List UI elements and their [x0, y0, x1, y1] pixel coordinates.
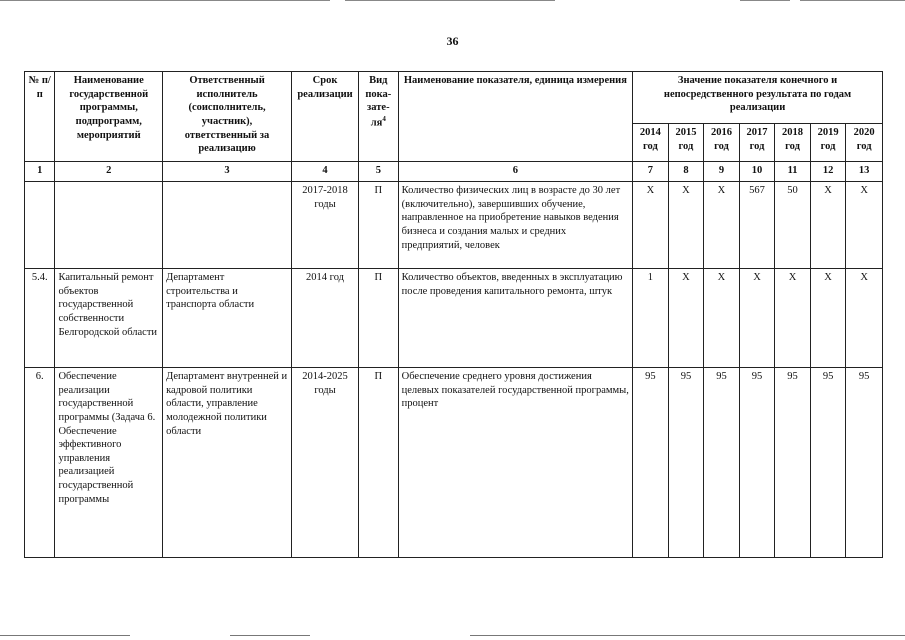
cell-value-2016: 95 — [704, 368, 740, 558]
column-number: 9 — [704, 162, 740, 182]
year-header-2015: 2015 год — [668, 124, 704, 162]
cell-indicator: Количество физических лиц в возрасте до 30 лет (включительно), завершивших обучение, направленное на приобретение навыков ведения бизнеса и создания малых и средних предприятий, человек — [398, 182, 633, 269]
column-number: 10 — [739, 162, 775, 182]
cell-name — [55, 182, 163, 269]
bottom-scan-line — [0, 635, 905, 637]
col-header-type-footnote: 4 — [382, 114, 386, 123]
column-number: 4 — [292, 162, 359, 182]
cell-term: 2014-2025 годы — [292, 368, 359, 558]
cell-responsible: Департамент внутренней и кадровой политики области, управление молодежной политики области — [163, 368, 292, 558]
year-header-2014: 2014 год — [633, 124, 669, 162]
cell-value-2017: X — [739, 269, 775, 368]
cell-term: 2014 год — [292, 269, 359, 368]
cell-value-2014: 95 — [633, 368, 669, 558]
cell-value-2020: X — [846, 182, 883, 269]
cell-type: П — [359, 182, 399, 269]
page-number: 36 — [446, 34, 459, 48]
column-number: 3 — [163, 162, 292, 182]
cell-num: 5.4. — [25, 269, 55, 368]
cell-value-2018: 50 — [775, 182, 811, 269]
cell-value-2014: 1 — [633, 269, 669, 368]
cell-value-2018: X — [775, 269, 811, 368]
cell-value-2017: 95 — [739, 368, 775, 558]
column-number: 11 — [775, 162, 811, 182]
col-header-type-text: Вид пока-зате-ля — [365, 75, 392, 129]
col-header-values: Значение показателя конечного и непосредственного результата по годам реализации — [633, 72, 883, 124]
column-number: 8 — [668, 162, 704, 182]
cell-num — [25, 182, 55, 269]
column-number: 5 — [359, 162, 399, 182]
top-scan-line — [0, 0, 905, 2]
column-number: 6 — [398, 162, 633, 182]
cell-value-2016: X — [704, 269, 740, 368]
col-header-name: Наименование государственной программы, подпрограмм, мероприятий — [55, 72, 163, 162]
cell-type: П — [359, 269, 399, 368]
year-header-2018: 2018 год — [775, 124, 811, 162]
col-header-num: № п/п — [25, 72, 55, 162]
cell-responsible — [163, 182, 292, 269]
cell-value-2017: 567 — [739, 182, 775, 269]
cell-value-2014: X — [633, 182, 669, 269]
year-header-2016: 2016 год — [704, 124, 740, 162]
cell-type: П — [359, 368, 399, 558]
col-header-responsible: Ответственный исполнитель (соисполнитель, участник), ответственный за реализацию — [163, 72, 292, 162]
cell-num: 6. — [25, 368, 55, 558]
cell-value-2015: X — [668, 182, 704, 269]
cell-value-2015: X — [668, 269, 704, 368]
table-row — [25, 269, 883, 368]
column-number: 12 — [810, 162, 846, 182]
cell-value-2019: X — [810, 269, 846, 368]
col-header-term: Срок реализации — [292, 72, 359, 162]
cell-indicator: Количество объектов, введенных в эксплуатацию после проведения капитального ремонта, штук — [398, 269, 633, 368]
cell-term: 2017-2018 годы — [292, 182, 359, 269]
cell-indicator: Обеспечение среднего уровня достижения целевых показателей государственной программы, процент — [398, 368, 633, 558]
year-header-2019: 2019 год — [810, 124, 846, 162]
col-header-type — [359, 72, 399, 162]
column-number: 13 — [846, 162, 883, 182]
year-header-2017: 2017 год — [739, 124, 775, 162]
cell-responsible: Департамент строительства и транспорта области — [163, 269, 292, 368]
column-number: 7 — [633, 162, 669, 182]
cell-name: Обеспечение реализации государственной программы (Задача 6. Обеспечение эффективного управления реализацией государственной программы — [55, 368, 163, 558]
cell-value-2015: 95 — [668, 368, 704, 558]
col-header-indicator: Наименование показателя, единица измерения — [398, 72, 633, 162]
cell-value-2020: X — [846, 269, 883, 368]
column-number: 2 — [55, 162, 163, 182]
table-row — [25, 182, 883, 269]
cell-value-2016: X — [704, 182, 740, 269]
column-number: 1 — [25, 162, 55, 182]
cell-name: Капитальный ремонт объектов государственной собственности Белгородской области — [55, 269, 163, 368]
cell-value-2018: 95 — [775, 368, 811, 558]
indicator-table — [24, 71, 883, 558]
table-row — [25, 368, 883, 558]
cell-value-2019: X — [810, 182, 846, 269]
year-header-2020: 2020 год — [846, 124, 883, 162]
header-row — [25, 72, 883, 124]
cell-value-2019: 95 — [810, 368, 846, 558]
cell-value-2020: 95 — [846, 368, 883, 558]
column-number-row — [25, 162, 883, 182]
